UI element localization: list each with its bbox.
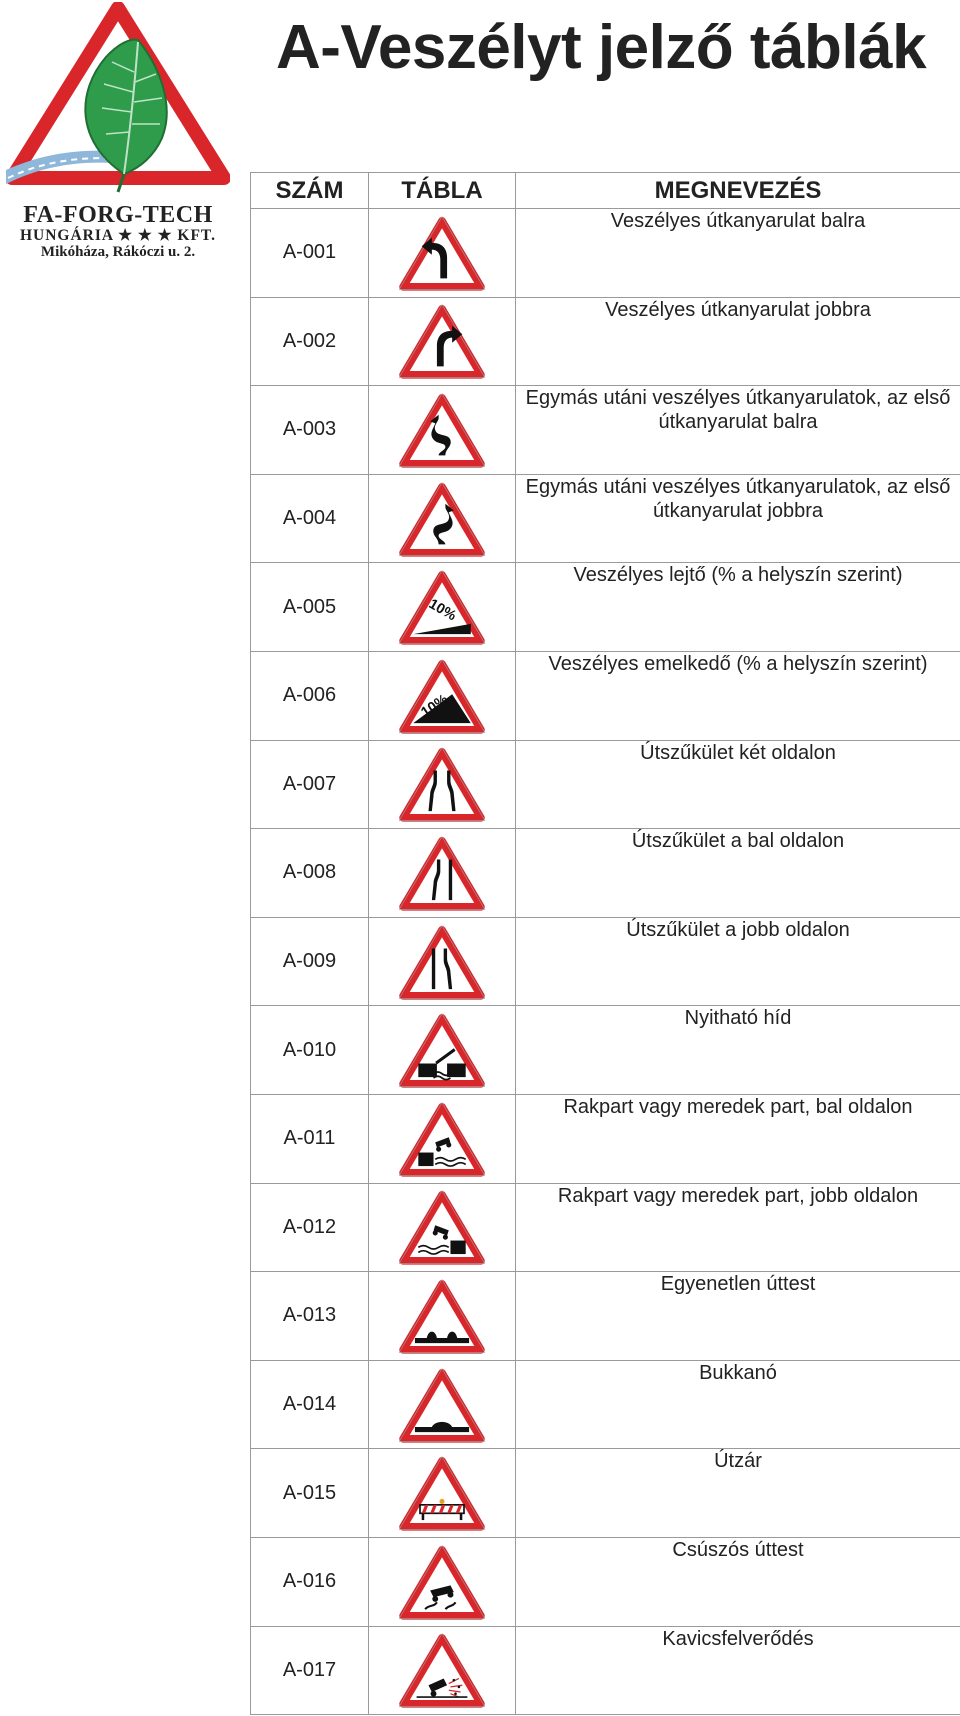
speed-bump-icon (398, 1365, 486, 1445)
slippery-road-icon (398, 1542, 486, 1622)
sign-code: A-014 (251, 1360, 369, 1449)
sign-cell (369, 1449, 516, 1538)
sign-cell (369, 386, 516, 475)
sign-code: A-013 (251, 1272, 369, 1361)
sign-code: A-010 (251, 1006, 369, 1095)
column-header-sign: TÁBLA (369, 173, 516, 209)
loose-chippings-icon (398, 1630, 486, 1710)
sign-name: Útzár (516, 1449, 960, 1538)
road-narrows-both-icon (398, 744, 486, 824)
sign-name: Veszélyes emelkedő (% a helyszín szerint) (516, 651, 960, 740)
table-row (251, 297, 960, 386)
table-row (251, 1094, 960, 1183)
sign-code: A-016 (251, 1537, 369, 1626)
sign-cell (369, 651, 516, 740)
page-title: A-Veszélyt jelző táblák (276, 13, 927, 82)
table-row (251, 917, 960, 1006)
sign-cell (369, 1006, 516, 1095)
sign-cell (369, 1183, 516, 1272)
column-header-code: SZÁM (251, 173, 369, 209)
table-row (251, 1449, 960, 1538)
table-row (251, 386, 960, 475)
table-row (251, 1537, 960, 1626)
curve-left-icon (398, 213, 486, 293)
sign-cell (369, 1537, 516, 1626)
logo-triangle-leaf-icon (6, 2, 230, 202)
uneven-road-icon (398, 1276, 486, 1356)
sign-code: A-017 (251, 1626, 369, 1715)
sign-name: Útszűkület a bal oldalon (516, 829, 960, 918)
logo-company-sub: HUNGÁRIA ★ ★ ★ KFT. (19, 227, 217, 244)
table-row (251, 1626, 960, 1715)
sign-code: A-003 (251, 386, 369, 475)
sign-name: Egymás utáni veszélyes útkanyarulatok, az első útkanyarulat jobbra (516, 474, 960, 563)
sign-code: A-001 (251, 209, 369, 298)
table-row (251, 1006, 960, 1095)
sign-cell (369, 829, 516, 918)
road-barrier-icon (398, 1453, 486, 1533)
sign-code: A-004 (251, 474, 369, 563)
sign-cell (369, 1360, 516, 1449)
sign-cell (369, 297, 516, 386)
table-row (251, 474, 960, 563)
sign-cell (369, 1094, 516, 1183)
sign-name: Bukkanó (516, 1360, 960, 1449)
opening-bridge-icon (398, 1010, 486, 1090)
sign-name: Rakpart vagy meredek part, bal oldalon (516, 1094, 960, 1183)
table-row (251, 829, 960, 918)
sign-name: Útszűkület a jobb oldalon (516, 917, 960, 1006)
sign-cell (369, 474, 516, 563)
double-curve-right-icon (398, 479, 486, 559)
sign-name: Kavicsfelverődés (516, 1626, 960, 1715)
road-narrows-right-icon (398, 922, 486, 1002)
sign-code: A-015 (251, 1449, 369, 1538)
steep-descent-icon (398, 567, 486, 647)
column-header-name: MEGNEVEZÉS (516, 173, 960, 209)
double-curve-left-icon (398, 390, 486, 470)
table-header-row (251, 173, 960, 209)
sign-code: A-002 (251, 297, 369, 386)
sign-name: Nyitható híd (516, 1006, 960, 1095)
table-row (251, 563, 960, 652)
table-row (251, 209, 960, 298)
company-logo (2, 2, 234, 262)
table-row (251, 740, 960, 829)
sign-code: A-009 (251, 917, 369, 1006)
sign-name: Egyenetlen úttest (516, 1272, 960, 1361)
sign-cell (369, 917, 516, 1006)
sign-cell (369, 1272, 516, 1361)
sign-code: A-007 (251, 740, 369, 829)
table-body (251, 209, 960, 1715)
table-row (251, 1272, 960, 1361)
road-narrows-left-icon (398, 833, 486, 913)
sign-name: Útszűkület két oldalon (516, 740, 960, 829)
sign-code: A-011 (251, 1094, 369, 1183)
table-row (251, 1360, 960, 1449)
sign-code: A-008 (251, 829, 369, 918)
warning-signs-table (250, 172, 960, 1715)
logo-address: Mikóháza, Rákóczi u. 2. (40, 244, 196, 260)
sign-cell (369, 740, 516, 829)
logo-company-name: FA-FORG-TECH (23, 202, 213, 228)
quayside-left-icon (398, 1099, 486, 1179)
sign-name: Veszélyes útkanyarulat jobbra (516, 297, 960, 386)
sign-name: Veszélyes lejtő (% a helyszín szerint) (516, 563, 960, 652)
sign-code: A-012 (251, 1183, 369, 1272)
sign-name: Csúszós úttest (516, 1537, 960, 1626)
sign-cell (369, 209, 516, 298)
sign-code: A-005 (251, 563, 369, 652)
curve-right-icon (398, 301, 486, 381)
sign-cell (369, 1626, 516, 1715)
sign-name: Rakpart vagy meredek part, jobb oldalon (516, 1183, 960, 1272)
quayside-right-icon (398, 1187, 486, 1267)
sign-cell (369, 563, 516, 652)
steep-ascent-icon (398, 656, 486, 736)
sign-name: Egymás utáni veszélyes útkanyarulatok, az első útkanyarulat balra (516, 386, 960, 475)
sign-name: Veszélyes útkanyarulat balra (516, 209, 960, 298)
table-row (251, 1183, 960, 1272)
sign-code: A-006 (251, 651, 369, 740)
table-row (251, 651, 960, 740)
